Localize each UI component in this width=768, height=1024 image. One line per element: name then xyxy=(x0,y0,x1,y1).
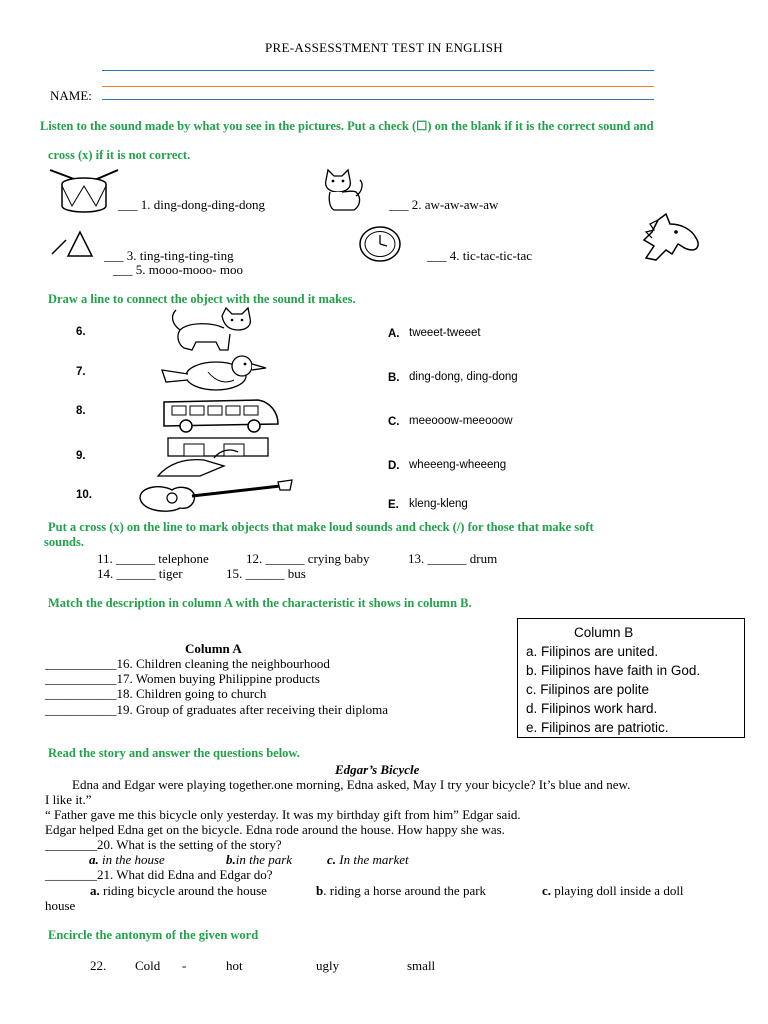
item-15: 15. ______ bus xyxy=(226,566,306,581)
item-11: 11. ______ telephone xyxy=(97,551,209,566)
part3-instruction: Put a cross (x) on the line to mark objects that make loud sounds and check (/) for those that make soft xyxy=(48,520,594,534)
choice-a: tweeet-tweeet xyxy=(409,327,481,339)
col-b-e: e. Filipinos are patriotic. xyxy=(526,720,669,735)
story-title: Edgar’s Bicycle xyxy=(335,762,420,777)
q21-option-c-letter: c. xyxy=(542,883,552,898)
q20-option-b-letter: b. xyxy=(226,852,236,867)
q21-option-a-letter: a. xyxy=(90,883,100,898)
item-4: ___ 4. tic-tac-tic-tac xyxy=(427,248,533,263)
q21-option-a-text: riding bicycle around the house xyxy=(99,883,267,898)
q20-option-a xyxy=(89,852,165,868)
story-line-3: “ Father gave me this bicycle only yesterday. It was my birthday gift from him” Edgar said. xyxy=(45,807,521,822)
number-8: 8. xyxy=(76,405,86,417)
col-a-16: ___________16. Children cleaning the neighbourhood xyxy=(45,656,330,671)
col-b-d: d. Filipinos work hard. xyxy=(526,701,658,716)
title-underline-orange xyxy=(102,86,654,87)
item-1: ___ 1. ding-dong-ding-dong xyxy=(118,197,265,212)
drum-icon xyxy=(48,168,120,216)
choice-b: ding-dong, ding-dong xyxy=(409,371,518,383)
item-22-dash: - xyxy=(182,958,187,973)
antonym-option-hot[interactable]: hot xyxy=(226,958,243,973)
horse-icon xyxy=(636,210,706,266)
choice-c: meeooow-meeooow xyxy=(409,415,513,427)
col-a-17: ___________17. Women buying Philippine products xyxy=(45,671,320,686)
number-7: 7. xyxy=(76,366,86,378)
cat-icon xyxy=(166,306,262,352)
choice-d: wheeeng-wheeeng xyxy=(409,459,507,471)
item-5: ___ 5. mooo-mooo- moo xyxy=(113,262,243,277)
q20-option-c-letter: c. xyxy=(327,852,337,867)
column-b-box xyxy=(517,618,745,738)
q20-option-b-text: in the park xyxy=(235,852,293,867)
col-a-19: ___________19. Group of graduates after receiving their diploma xyxy=(45,702,388,717)
question-21: ________21. What did Edna and Edgar do? xyxy=(45,867,273,882)
column-b-title: Column B xyxy=(574,625,634,640)
title-underline-blue xyxy=(102,70,654,71)
part5-instruction: Read the story and answer the questions below. xyxy=(48,746,300,760)
item-2: ___ 2. aw-aw-aw-aw xyxy=(389,197,499,212)
story-line-4: Edgar helped Edna get on the bicycle. Edna rode around the house. How happy she was. xyxy=(45,822,505,837)
item-22-number: 22. xyxy=(90,958,107,973)
col-b-a: a. Filipinos are united. xyxy=(526,644,659,659)
telephone-icon xyxy=(154,436,274,478)
item-22-word: Cold xyxy=(135,958,161,973)
col-a-18: ___________18. Children going to church xyxy=(45,686,267,701)
number-10: 10. xyxy=(76,489,92,501)
item-12: 12. ______ crying baby xyxy=(246,551,370,566)
number-6: 6. xyxy=(76,326,86,338)
part1-instruction-cont: cross (x) if it is not correct. xyxy=(48,148,191,162)
choice-letter-a: A. xyxy=(388,328,400,340)
part3-instruction-cont: sounds. xyxy=(44,535,84,549)
q21-option-c xyxy=(542,883,684,899)
part1-instruction: Listen to the sound made by what you see in the pictures. Put a check (☐) on the blank if it is the correct sound and xyxy=(40,119,654,133)
q20-option-a-letter: a. xyxy=(89,852,99,867)
q21-option-a xyxy=(90,883,267,899)
bird-icon xyxy=(158,350,268,394)
col-b-c: c. Filipinos are polite xyxy=(526,682,650,697)
col-b-b: b. Filipinos have faith in God. xyxy=(526,663,701,678)
item-13: 13. ______ drum xyxy=(408,551,498,566)
triangle-instrument-icon xyxy=(50,228,102,260)
q20-option-c-text: In the market xyxy=(336,852,409,867)
choice-letter-b: B. xyxy=(388,372,400,384)
number-9: 9. xyxy=(76,450,86,462)
q21-option-b-letter: b xyxy=(316,883,324,898)
story-line-1: Edna and Edgar were playing together.one morning, Edna asked, May I try your bicycle? It’s blue and new. xyxy=(72,777,631,792)
choice-letter-c: C. xyxy=(388,416,400,428)
part2-instruction: Draw a line to connect the object with the sound it makes. xyxy=(48,292,356,306)
q21-option-c-cont: house xyxy=(45,898,76,913)
cat-icon xyxy=(320,166,366,212)
choice-letter-e: E. xyxy=(388,499,399,511)
q21-option-b-text: . riding a horse around the park xyxy=(323,883,487,898)
guitar-icon xyxy=(134,480,294,516)
antonym-option-small[interactable]: small xyxy=(407,958,436,973)
item-3: ___ 3. ting-ting-ting-ting xyxy=(104,248,234,263)
name-field-line[interactable] xyxy=(102,99,654,100)
q21-option-b xyxy=(316,883,486,899)
item-14: 14. ______ tiger xyxy=(97,566,183,581)
q21-option-c-text: playing doll inside a doll xyxy=(551,883,684,898)
choice-letter-d: D. xyxy=(388,460,400,472)
bus-icon xyxy=(158,394,284,434)
page-title: PRE-ASSESSTMENT TEST IN ENGLISH xyxy=(265,40,503,55)
q20-option-c xyxy=(327,852,409,868)
antonym-option-ugly[interactable]: ugly xyxy=(316,958,340,973)
part4-instruction: Match the description in column A with the characteristic it shows in column B. xyxy=(48,596,472,610)
name-label: NAME: xyxy=(50,88,92,103)
part6-instruction: Encircle the antonym of the given word xyxy=(48,928,259,942)
choice-e: kleng-kleng xyxy=(409,498,468,510)
clock-icon xyxy=(356,224,408,264)
q20-option-b xyxy=(226,852,292,868)
story-line-2: I like it.” xyxy=(45,792,92,807)
question-20: ________20. What is the setting of the story? xyxy=(45,837,282,852)
q20-option-a-text: in the house xyxy=(98,852,165,867)
column-a-title: Column A xyxy=(185,641,242,656)
